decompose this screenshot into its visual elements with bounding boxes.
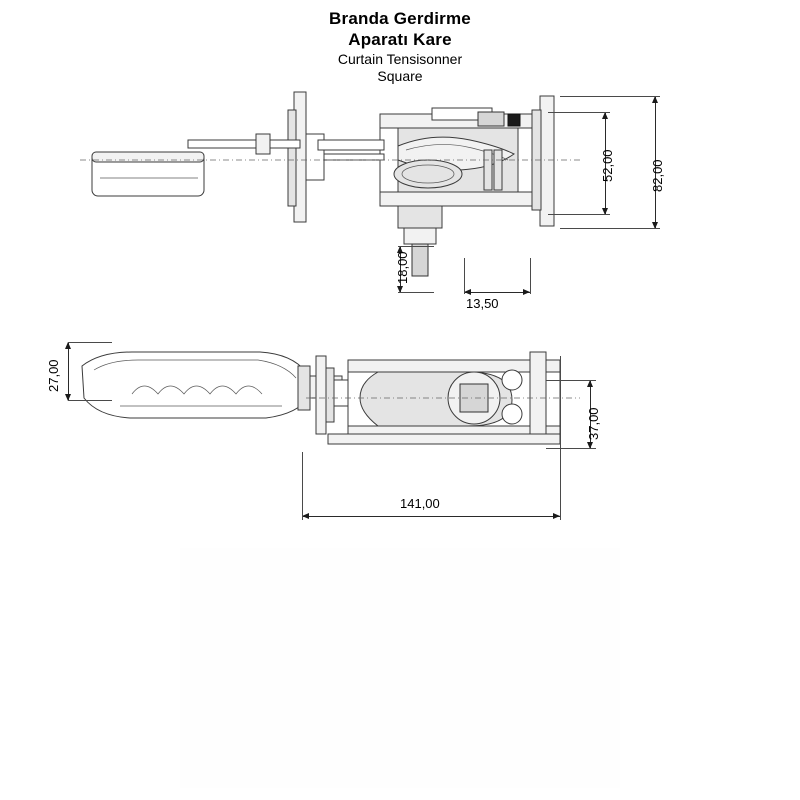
top-view: [80, 88, 580, 318]
dim-27-ext-top: [68, 342, 112, 343]
dim-52-ext-bottom: [548, 214, 610, 215]
dim-52-text: 52,00: [600, 149, 615, 182]
title-block: [0, 8, 800, 86]
dim-141-arrow-left: [302, 513, 309, 519]
dim-1350-arrow-left: [464, 289, 471, 295]
dim-1350-line: [464, 292, 530, 293]
title-line-4: Square: [377, 68, 423, 84]
dim-27-line: [68, 342, 69, 400]
side-view-graphic: [60, 338, 580, 488]
dim-37-ext-top: [546, 380, 596, 381]
dim-52-arrow-top: [602, 112, 608, 119]
dim-141-line: [302, 516, 560, 517]
title-line-3: Curtain Tensisonner: [337, 50, 463, 67]
dim-37-text: 37,00: [586, 407, 601, 440]
dim-27-arrow-top: [65, 342, 71, 349]
dim-82-arrow-top: [652, 96, 658, 103]
dim-82-text: 82,00: [650, 159, 665, 192]
title-line-1: Branda Gerdirme: [329, 9, 471, 28]
dim-1350-ext-left: [464, 258, 465, 294]
dim-82-ext-top: [560, 96, 660, 97]
dim-18-text: 18,00: [395, 251, 410, 284]
dim-37-ext-bottom: [546, 448, 596, 449]
dim-1350-text: 13,50: [466, 296, 499, 311]
dim-18-ext-top: [398, 246, 434, 247]
dim-1350-ext-right: [530, 258, 531, 294]
dim-141-arrow-right: [553, 513, 560, 519]
dim-1350-arrow-right: [523, 289, 530, 295]
title-line-2: Aparatı Kare: [348, 30, 452, 50]
dim-52-ext-top: [548, 112, 610, 113]
dim-141-ext-left: [302, 452, 303, 520]
dim-37-arrow-top: [587, 380, 593, 387]
top-view-graphic: [80, 88, 580, 318]
dim-27-text: 27,00: [46, 359, 61, 392]
side-view: [60, 338, 580, 488]
photo-background: [180, 548, 620, 788]
product-photo: [180, 548, 620, 788]
dim-141-text: 141,00: [400, 496, 440, 511]
dim-141-ext-right: [560, 356, 561, 520]
dim-18-ext-bottom: [398, 292, 434, 293]
dim-27-ext-bottom: [68, 400, 112, 401]
dim-82-ext-bottom: [560, 228, 660, 229]
